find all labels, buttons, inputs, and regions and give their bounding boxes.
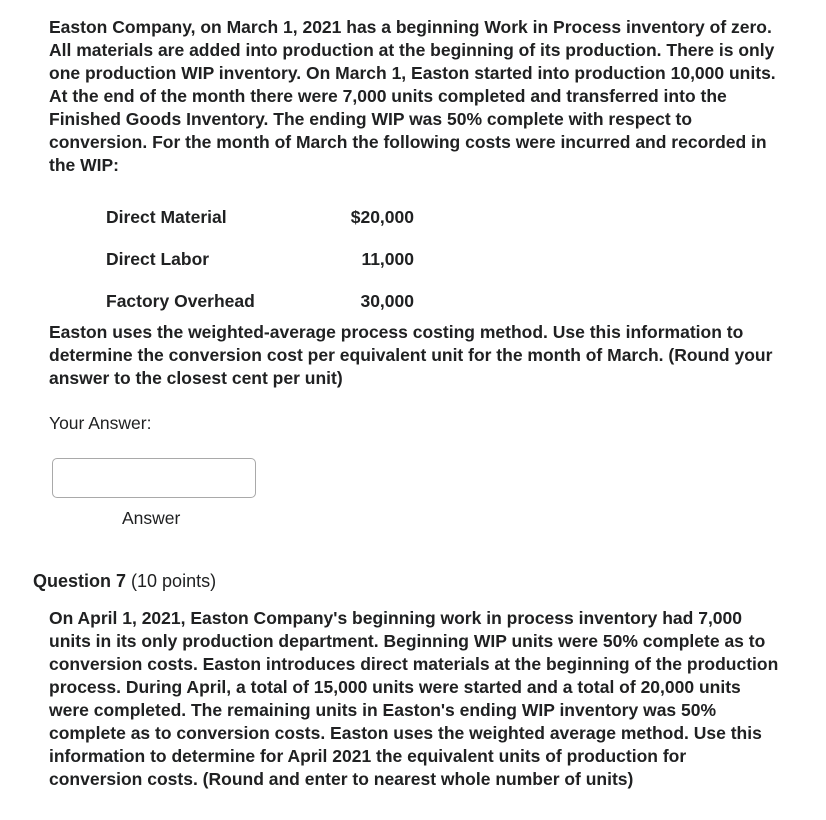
- question-6-instruction: Easton uses the weighted-average process costing method. Use this information to determine the conversion cost per equivalent unit for the month of March. (Round your answer to the closest cent per unit): [49, 322, 773, 388]
- question-7-text: On April 1, 2021, Easton Company's beginning work in process inventory had 7,000 units in its only production department. Beginning WIP units were 50% complete as to conversion costs. Easton introduces direct materials at the beginning of the production process. During April, a total of 15,000 units were started and a total of 20,000 units were completed. The remaining units in Easton's ending WIP inventory was 50% complete as to conversion costs. Easton uses the weighted average method. Use this information to determine for April 2021 the equivalent units of production for conversion costs. (Round and enter to nearest whole number of units): [49, 608, 779, 789]
- question-6-text: Easton Company, on March 1, 2021 has a beginning Work in Process inventory of zero. All materials are added into production at the beginning of its production. There is only one production WIP inventory. On March 1, Easton started into production 10,000 units. At the end of the month there were 7,000 units completed and transferred into the Finished Goods Inventory. The ending WIP was 50% complete with respect to conversion. For the month of March the following costs were incurred and recorded in the WIP:: [49, 17, 776, 175]
- cost-row-direct-material: [106, 196, 414, 238]
- question-7-header: [33, 570, 216, 593]
- your-answer-label: Your Answer:: [49, 413, 152, 433]
- answer-caption: Answer: [122, 508, 181, 528]
- question-7-points: (10 points): [131, 571, 217, 591]
- cost-table: [106, 196, 414, 322]
- cost-label: Factory Overhead: [106, 290, 255, 311]
- cost-amount: 30,000: [360, 290, 414, 311]
- cost-amount: $20,000: [350, 206, 414, 227]
- cost-label: Direct Material: [106, 206, 227, 227]
- cost-label: Direct Labor: [106, 248, 210, 269]
- cost-row-factory-overhead: [106, 280, 414, 322]
- answer-input[interactable]: [52, 458, 256, 498]
- cost-row-direct-labor: [106, 238, 414, 280]
- cost-amount: 11,000: [361, 248, 414, 269]
- question-7-title: Question 7: [33, 571, 127, 591]
